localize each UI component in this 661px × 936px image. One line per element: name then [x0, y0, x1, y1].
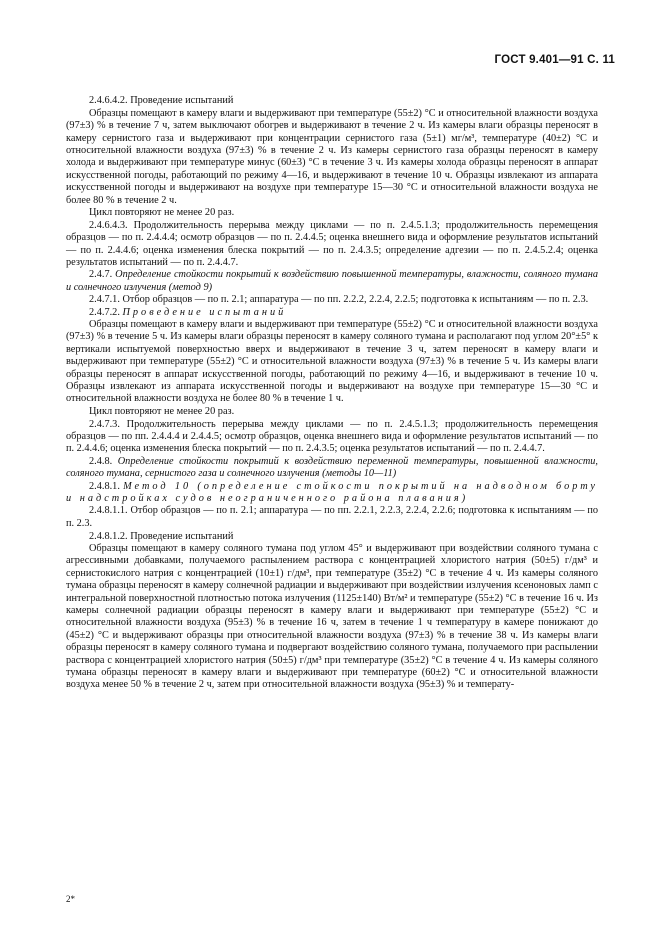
clause-number: 2.4.8.1.: [89, 480, 120, 492]
clause-title: Метод 10 (определение стойкости покрытий на надводном борту и надстройках судов неограниченного района плавания): [66, 480, 598, 505]
page-footer-mark: 2*: [66, 894, 75, 904]
clause-2-4-8-1-2-text: Образцы помещают в камеру соляного тумана под углом 45° и выдерживают при воздействии соляного тумана с агрессивными добавками, получаемого распылением раствора с концентрацией хлористого натрия (50±5) г/дм³ и сернистокислого натрия с концентрацией (10±1) г/дм³, при температуре (35±2) °С в течение 4 ч. Из камеры соляного тумана образцы переносят в камеру солнечной радиации и выдерживают при воздействии излучения ксеноновых ламп с интегральной поверхностной плотностью потока излучения (1125±140) Вт/м² и температуре (55±2) °С в течение 16 ч. Из камеры солнечной радиации образцы переносят в камеру влаги и выдерживают при температуре (55±2) °С и относительной влажности воздуха (95±3) % в течение 16 ч, затем в течение 1 ч температуру в камере понижают до (45±2) °С и выдерживают образцы при относительной влажности воздуха (97±3) % в течение 38 ч. Из камеры влаги образцы переносят в камеру соляного тумана и подвергают воздействию соляного тумана, получаемого при распылении раствора с концентрацией хлористого натрия (50±5) г/дм³ при температуре (35±2) °С в течение 4 ч. Из камеры соляного тумана образцы переносят в камеру влаги и выдерживают при температуре (60±2) °С и относительной влажности воздуха менее 50 % в течение 2 ч, затем при относительной влажности воздуха (95±3) % и температу-: [66, 543, 598, 691]
clause-2-4-6-4-2-heading: 2.4.6.4.2. Проведение испытаний: [89, 95, 234, 107]
clause-2-4-7-3: 2.4.7.3. Продолжительность перерыва между циклами — по п. 2.4.5.1.3; продолжительность перемещения образцов — по пп. 2.4.4.4 и 2.4.4.5; осмотр образцов, оценка внешнего вида и оформление результатов испытаний — по п. 2.4.4.6; оценка изменения блеска покрытий — по п. 2.4.3.5; оценка результатов испытаний — по п. 2.4.4.7.: [66, 418, 598, 455]
page-header: ГОСТ 9.401—91 С. 11: [494, 54, 615, 66]
clause-2-4-8-1-1: 2.4.8.1.1. Отбор образцов — по п. 2.1; аппаратура — по пп. 2.2.1, 2.2.3, 2.2.4, 2.2.6; подготовка к испытаниям — по п. 2.3.: [66, 505, 598, 529]
clause-2-4-6-4-2-text: Образцы помещают в камеру влаги и выдерживают при температуре (55±2) °С и относительной влажности воздуха (97±3) % в течение 7 ч, затем выключают обогрев и выдерживают в течение 2 ч. Из камеры влаги образцы переносят в камеру сернистого газа и выдерживают при концентрации сернистого газа (5±1) мг/м³, температуре (40±2) °С и относительной влажности воздуха (97±3) % в течение 2 ч. Из камеры сернистого газа образцы переносят в камеру холода и выдерживают при температуре минус (60±3) °С в течение 3 ч. Из камеры холода образцы переносят в аппарат искусственной погоды, работающий по режиму 4—16, и выдерживают в течение 10 ч. Образцы извлекают из аппарата искусственной погоды и выдерживают на воздухе при температуре 15—30 °С и относительной влажности воздуха не более 80 % в течение 2 ч.: [66, 107, 598, 206]
clause-2-4-7-2-heading: [66, 307, 598, 319]
clause-2-4-7-heading: [66, 269, 598, 294]
clause-title: Определение стойкости покрытий к воздействию повышенной температуры, влажности, соляного тумана и солнечного излучения (метод 9): [66, 269, 599, 293]
clause-title: Определение стойкости покрытий к воздействию переменной температуры, повышенной влажности, соляного тумана, сернистого газа и солнечного излучения (методы 10—11): [66, 455, 598, 480]
clause-number: 2.4.7.2.: [89, 306, 120, 318]
clause-2-4-8-heading: [66, 456, 598, 481]
clause-number: 2.4.7.: [89, 269, 113, 281]
clause-2-4-7-2-text: Образцы помещают в камеру влаги и выдерживают при температуре (55±2) °С и относительной влажности воздуха (97±3) % в течение 5 ч. Из камеры влаги образцы переносят в камеру соляного тумана и располагают под углом 20°±5° к вертикали испытуемой поверхностью вверх и выдерживают в течение 3 ч, затем переносят в камеру влаги и выдерживают при температуре (55±2) °С и относительной влажности воздуха (97±3) % в течение 5 ч. Из камеры влаги образцы переносят в аппарат искусственной погоды, работающий по режиму 4—16, и выдерживают в течение 10 ч. Образцы извлекают из аппарата искусственной погоды и выдерживают на воздухе при температуре 15—30 °С и относительной влажности воздуха не более 80 % в течение 1 ч.: [66, 319, 598, 405]
cycle-repeat-note: Цикл повторяют не менее 20 раз.: [89, 207, 235, 219]
cycle-repeat-note: Цикл повторяют не менее 20 раз.: [89, 406, 235, 418]
document-body: [66, 95, 598, 692]
clause-2-4-8-1-2-heading: 2.4.8.1.2. Проведение испытаний: [89, 530, 234, 542]
clause-2-4-8-1-heading: [66, 481, 598, 506]
clause-2-4-7-1: 2.4.7.1. Отбор образцов — по п. 2.1; аппаратура — по пп. 2.2.2, 2.2.4, 2.2.5; подготовка к испытаниям — по п. 2.3.: [89, 294, 589, 306]
clause-2-4-6-4-3: 2.4.6.4.3. Продолжительность перерыва между циклами — по п. 2.4.5.1.3; продолжительность перемещения образцов — по п. 2.4.4.4; осмотр образцов — по п. 2.4.4.5; оценка внешнего вида и оформление результатов испытаний — по п. 2.4.4.6; оценка изменения блеска покрытий — по п. 2.4.3.5; определение адгезии — по п. 2.4.5.2.4; оценка результатов испытаний — по п. 2.4.4.7.: [66, 219, 598, 268]
clause-title: Проведение испытаний: [122, 306, 287, 318]
clause-number: 2.4.8.: [89, 455, 113, 467]
